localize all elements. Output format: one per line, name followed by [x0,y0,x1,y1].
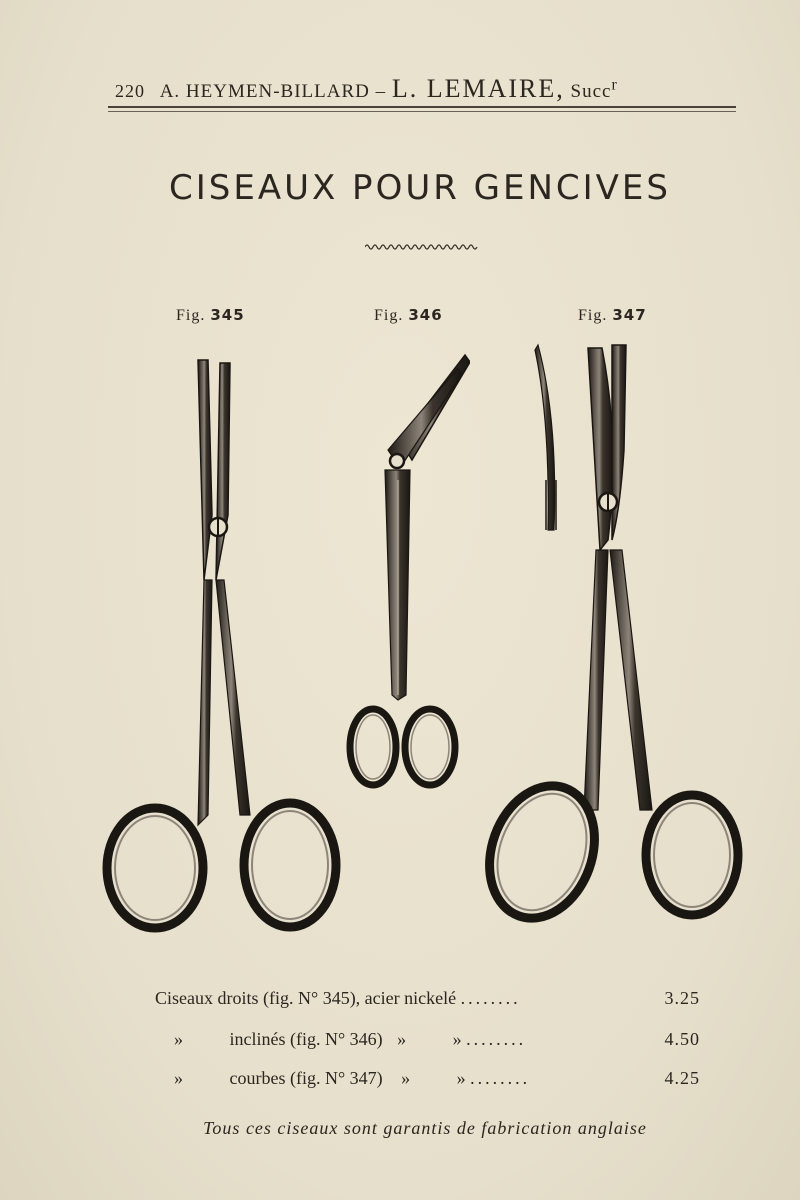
figure-label-347 [578,306,647,325]
leader-dots: ........ [466,1029,527,1049]
figure-number: 346 [408,306,443,324]
header-rule-thick [108,106,736,108]
angled-scissors-illustration [340,350,470,800]
header-left-text: A. HEYMEN-BILLARD – [159,81,387,102]
header-suffix: Succ [570,81,612,102]
figure-prefix: Fig. [578,307,608,324]
page-title: CISEAUX POUR GENCIVES [168,168,671,208]
ditto-mark: » [452,1029,462,1049]
figure-number: 347 [612,306,647,324]
leader-dots: ........ [470,1068,531,1088]
header-rule-thin [108,111,736,112]
item-price: 3.25 [664,988,700,1008]
item-price: 4.25 [664,1068,700,1088]
leader-dots: ........ [460,988,521,1008]
page-number: 220 [115,81,145,101]
ditto-mark: » [174,1029,183,1049]
price-row-straight [155,988,700,1009]
wavy-ornament-icon [365,240,480,252]
figure-prefix: Fig. [176,307,206,324]
item-description: courbes (fig. N° 347) [229,1068,383,1088]
footnote: Tous ces ciseaux sont garantis de fabrication anglaise [203,1118,647,1138]
header-suffix-sup: r [611,76,618,94]
figure-label-346 [374,306,443,325]
curved-scissors-illustration [480,340,750,930]
ditto-mark: » [174,1068,183,1088]
item-description: droits (fig. N° 345), acier nickelé [217,988,457,1008]
ditto-mark: » [456,1068,466,1088]
straight-scissors-illustration [100,355,350,935]
item-name: Ciseaux [155,988,213,1008]
item-price: 4.50 [664,1029,700,1049]
ditto-mark: » [397,1029,407,1049]
figure-label-345 [176,306,245,325]
price-row-curved [155,1068,700,1089]
figure-prefix: Fig. [374,307,404,324]
ditto-mark: » [401,1068,411,1088]
header-name: L. LEMAIRE, [391,74,565,103]
item-description: inclinés (fig. N° 346) [229,1029,383,1049]
figure-number: 345 [210,306,245,324]
running-header [115,74,735,104]
price-row-inclined [155,1029,700,1050]
